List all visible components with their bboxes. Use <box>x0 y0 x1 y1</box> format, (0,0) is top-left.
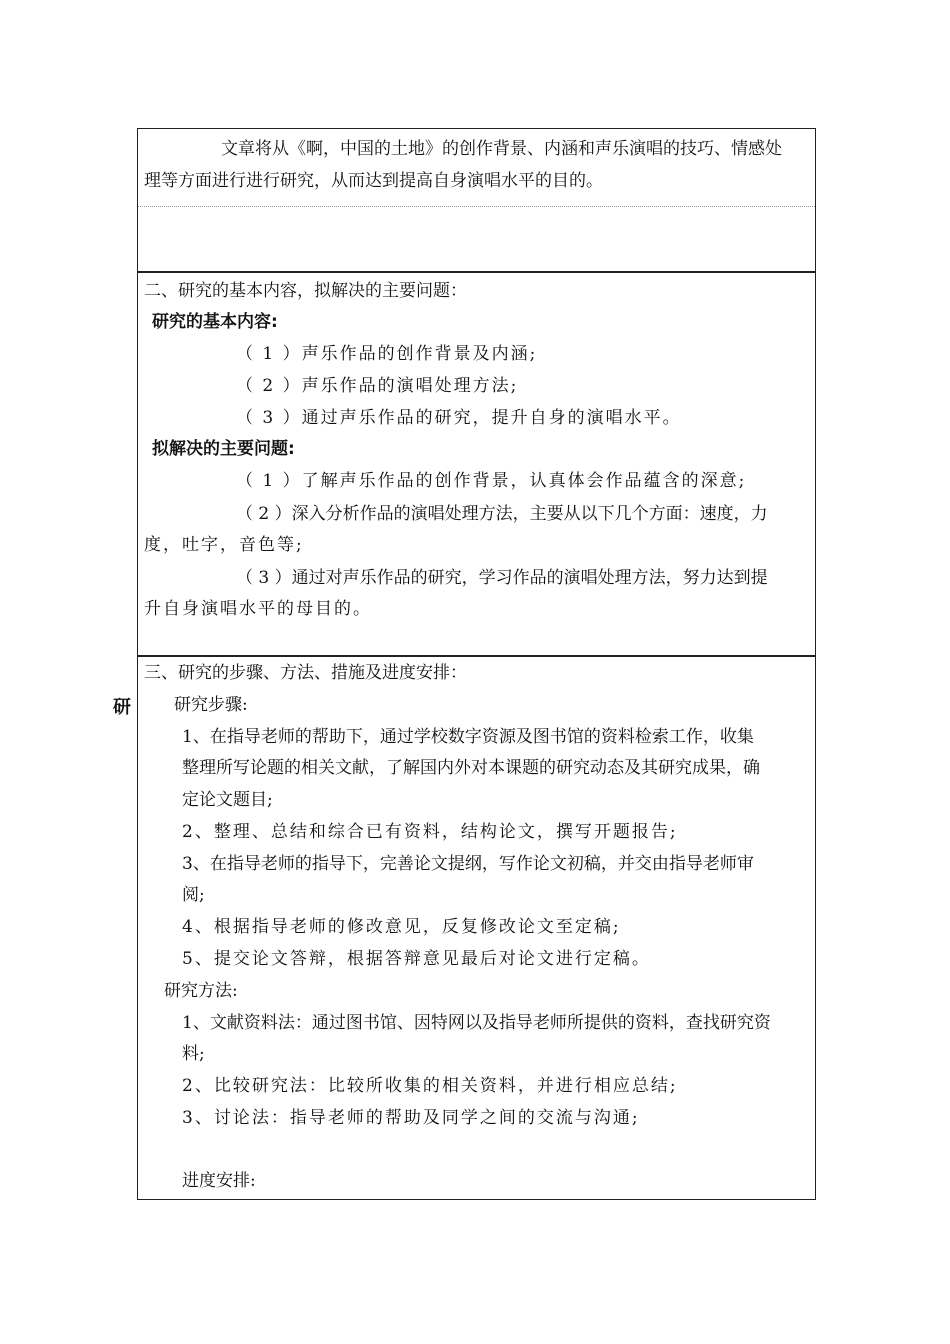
steps-title: 研究步骤: <box>174 695 248 715</box>
step-1-line-1: 1、在指导老师的帮助下，通过学校数字资源及图书馆的资料检索工作，收集 <box>182 727 754 747</box>
dotted-divider <box>138 206 815 207</box>
step-3-line-2: 阅; <box>182 885 205 905</box>
problem-3-line-1: （ 3 ）通过对声乐作品的研究，学习作品的演唱处理方法，努力达到提 <box>236 568 768 588</box>
content-cell <box>137 271 816 657</box>
problems-title: 拟解决的主要问题: <box>152 439 295 459</box>
problem-3-line-2: 升自身演唱水平的母目的。 <box>144 599 372 619</box>
steps-cell <box>137 655 816 1200</box>
intro-cell <box>137 128 816 273</box>
step-3-line-1: 3、在指导老师的指导下，完善论文提纲，写作论文初稿，并交由指导老师审 <box>182 854 754 874</box>
content-item-1: （ 1 ）声乐作品的创作背景及内涵; <box>236 344 538 364</box>
step-2: 2、整理、总结和综合已有资料，结构论文，撰写开题报告; <box>182 822 678 842</box>
step-1-line-2: 整理所写论题的相关文献，了解国内外对本课题的研究动态及其研究成果，确 <box>182 758 760 778</box>
problem-2-line-1: （ 2 ）深入分析作品的演唱处理方法，主要从以下几个方面：速度，力 <box>236 504 768 524</box>
method-1-line-1: 1、文献资料法：通过图书馆、因特网以及指导老师所提供的资料，查找研究资 <box>182 1013 771 1033</box>
schedule-title: 进度安排: <box>182 1171 256 1191</box>
section2-heading: 二、研究的基本内容，拟解决的主要问题： <box>144 281 467 301</box>
step-1-line-3: 定论文题目; <box>182 790 273 810</box>
methods-title: 研究方法: <box>164 981 238 1001</box>
content-item-3: （ 3 ）通过声乐作品的研究，提升自身的演唱水平。 <box>236 408 682 428</box>
section3-heading: 三、研究的步骤、方法、措施及进度安排： <box>144 663 467 683</box>
content-title: 研究的基本内容: <box>152 312 278 332</box>
side-label: 研 <box>113 697 131 718</box>
step-4: 4、根据指导老师的修改意见，反复修改论文至定稿; <box>182 917 621 937</box>
step-5: 5、提交论文答辩，根据答辩意见最后对论文进行定稿。 <box>182 949 651 969</box>
content-item-2: （ 2 ）声乐作品的演唱处理方法; <box>236 376 519 396</box>
method-3: 3、讨论法：指导老师的帮助及同学之间的交流与沟通; <box>182 1108 640 1128</box>
method-2: 2、比较研究法：比较所收集的相关资料，并进行相应总结; <box>182 1076 678 1096</box>
problem-1: （ 1 ）了解声乐作品的创作背景，认真体会作品蕴含的深意; <box>236 471 747 491</box>
intro-line-2: 理等方面进行进行研究，从而达到提高自身演唱水平的目的。 <box>144 171 603 191</box>
method-1-line-2: 料; <box>182 1044 205 1064</box>
problem-2-line-2: 度，吐字，音色等; <box>144 535 304 555</box>
intro-line-1: 文章将从《啊，中国的土地》的创作背景、内涵和声乐演唱的技巧、情感处 <box>221 139 782 159</box>
